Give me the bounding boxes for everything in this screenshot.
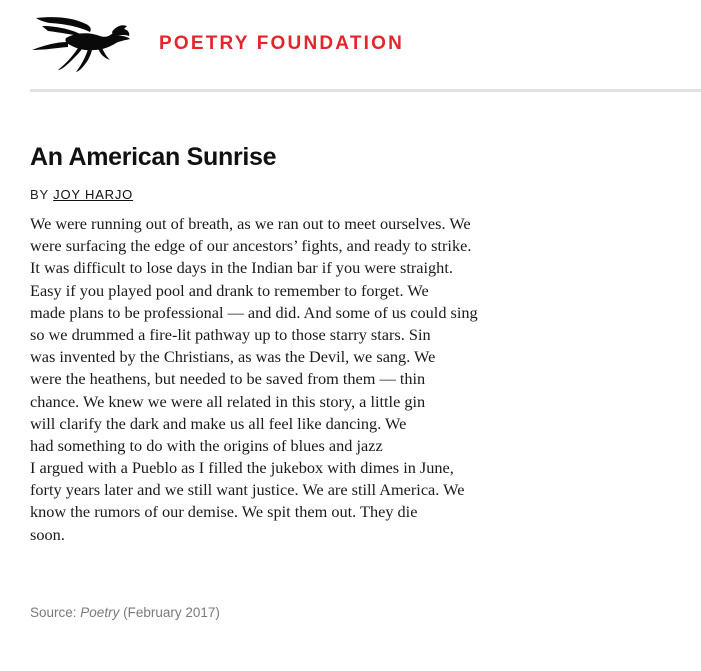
poem-line: chance. We knew we were all related in this story, a little gin (30, 391, 426, 411)
brand-wordmark[interactable]: POETRY FOUNDATION (159, 33, 404, 54)
source-publication: Poetry (80, 605, 120, 620)
source-citation (30, 605, 220, 620)
poem-line: was invented by the Christians, as was the Devil, we sang. We (30, 347, 436, 367)
byline (30, 187, 133, 202)
poem-title: An American Sunrise (30, 143, 277, 171)
by-label: BY (30, 187, 49, 202)
source-date: (February 2017) (123, 605, 220, 620)
poem-line: so we drummed a fire-lit pathway up to those starry stars. Sin (30, 324, 431, 344)
pegasus-logo-icon[interactable] (28, 14, 132, 76)
poem-line: It was difficult to lose days in the Indian bar if you were straight. (30, 258, 453, 278)
header-divider (30, 89, 701, 92)
author-link[interactable]: JOY HARJO (53, 187, 134, 202)
poem-line: know the rumors of our demise. We spit them out. They die (30, 502, 418, 522)
source-label: Source: (30, 605, 77, 620)
poem-line: Easy if you played pool and drank to remember to forget. We (30, 280, 429, 300)
poem-line: I argued with a Pueblo as I filled the jukebox with dimes in June, (30, 458, 454, 478)
poem-body (30, 213, 550, 546)
poem-line: will clarify the dark and make us all feel like dancing. We (30, 413, 407, 433)
poem-line: forty years later and we still want justice. We are still America. We (30, 480, 465, 500)
poem-line: made plans to be professional — and did. And some of us could sing (30, 302, 478, 322)
poem-line: had something to do with the origins of blues and jazz (30, 435, 383, 455)
poem-line: were surfacing the edge of our ancestors’ fights, and ready to strike. (30, 236, 472, 256)
poem-line: soon. (30, 524, 65, 544)
site-header (0, 0, 701, 92)
poem-line: were the heathens, but needed to be saved from them — thin (30, 369, 426, 389)
poem-line: We were running out of breath, as we ran out to meet ourselves. We (30, 214, 471, 233)
